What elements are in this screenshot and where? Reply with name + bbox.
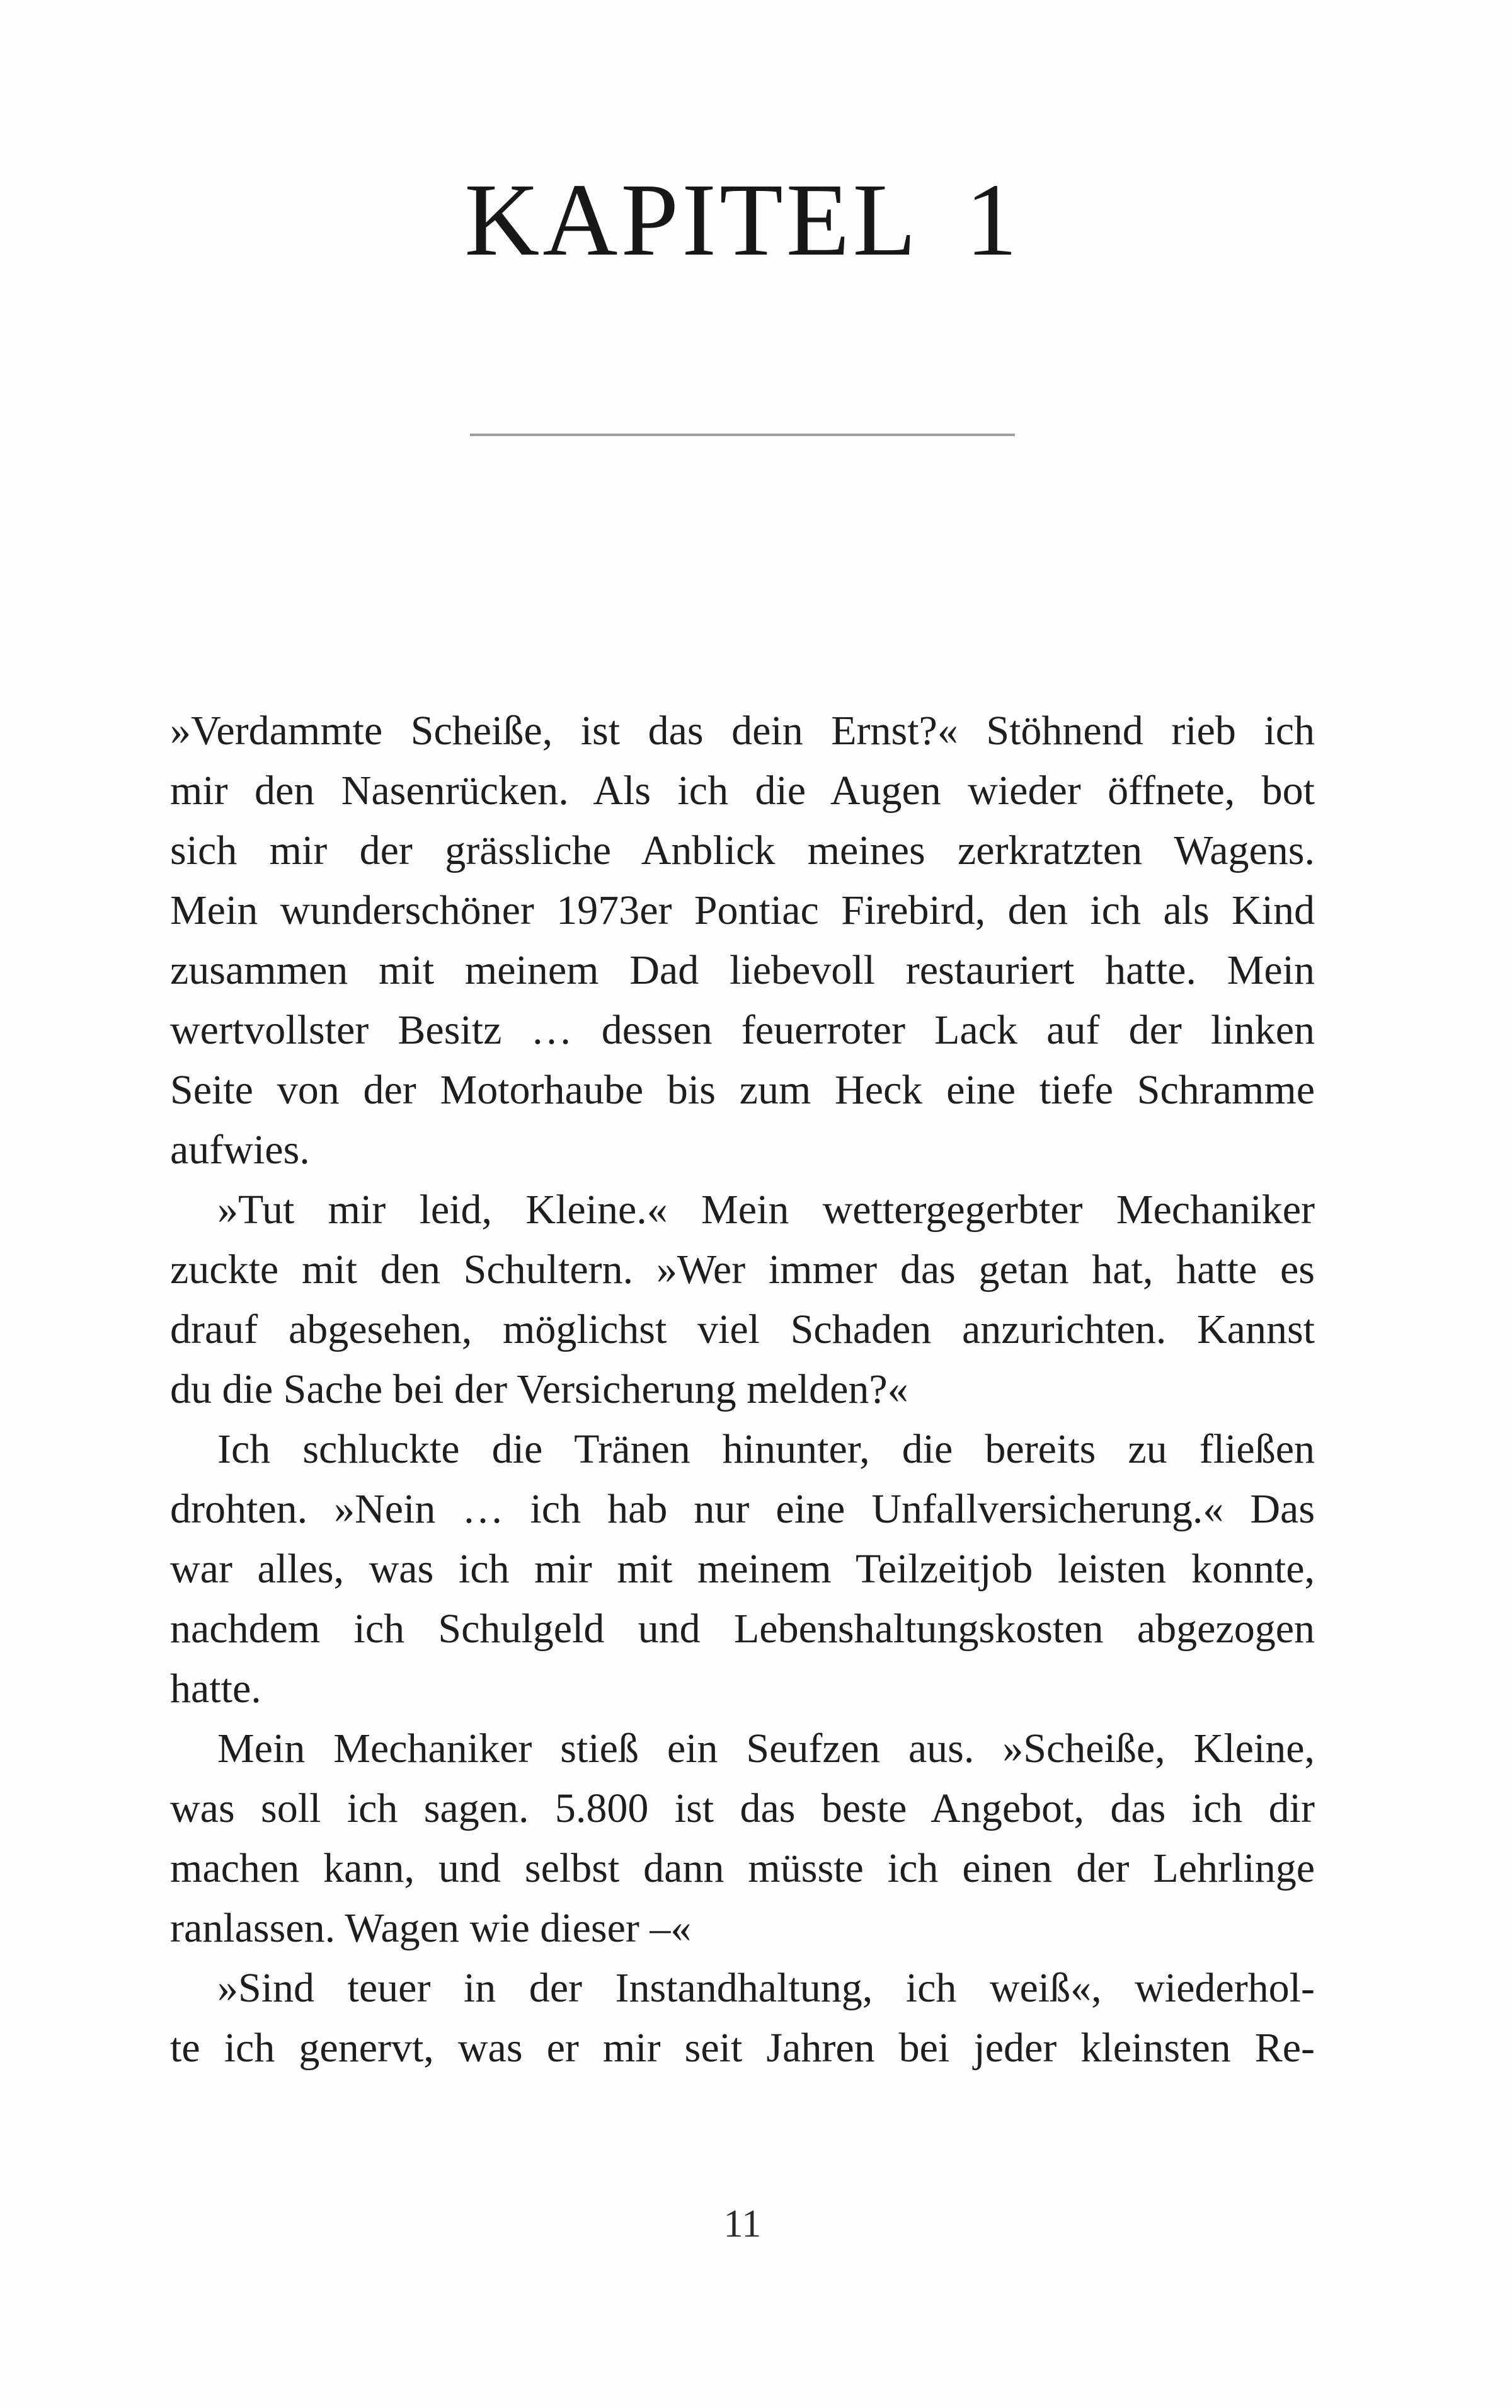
body-line: »Tut mir leid, Kleine.« Mein wettergegerbter Mechaniker	[217, 1187, 1315, 1233]
body-line: Ich schluckte die Tränen hinunter, die bereits zu fließen	[217, 1426, 1315, 1472]
body-line: drauf abgesehen, möglichst viel Schaden anzurichten. Kannst	[170, 1306, 1315, 1352]
body-line: te ich genervt, was er mir seit Jahren bei jeder kleinsten Re-	[170, 2025, 1315, 2071]
body-line: drohten. »Nein … ich hab nur eine Unfallversicherung.« Das	[170, 1486, 1315, 1532]
body-line: zuckte mit den Schultern. »Wer immer das getan hat, hatte es	[170, 1247, 1315, 1293]
chapter-title: KAPITEL 1	[464, 162, 1021, 277]
body-line: Mein Mechaniker stieß ein Seufzen aus. »Scheiße, Kleine,	[217, 1725, 1315, 1771]
body-line: machen kann, und selbst dann müsste ich einen der Lehrlinge	[170, 1845, 1315, 1891]
chapter-divider-rule	[470, 434, 1015, 436]
body-line: was soll ich sagen. 5.800 ist das beste Angebot, das ich dir	[170, 1785, 1315, 1831]
body-line: war alles, was ich mir mit meinem Teilzeitjob leisten konnte,	[170, 1546, 1315, 1592]
body-line: ranlassen. Wagen wie dieser –«	[170, 1905, 692, 1951]
body-line: zusammen mit meinem Dad liebevoll restauriert hatte. Mein	[170, 947, 1315, 993]
body-text	[170, 701, 1315, 2078]
body-line: wertvollster Besitz … dessen feuerroter Lack auf der linken	[170, 1007, 1315, 1053]
body-line: nachdem ich Schulgeld und Lebenshaltungskosten abgezogen	[170, 1606, 1315, 1652]
body-line: mir den Nasenrücken. Als ich die Augen wieder öffnete, bot	[170, 768, 1315, 814]
paragraph	[170, 1958, 1315, 2078]
paragraph	[170, 701, 1315, 1180]
body-line: »Sind teuer in der Instandhaltung, ich weiß«, wiederhol-	[217, 1965, 1315, 2011]
body-line: du die Sache bei der Versicherung melden?«	[170, 1366, 908, 1412]
body-line: Seite von der Motorhaube bis zum Heck eine tiefe Schramme	[170, 1067, 1315, 1113]
body-line: sich mir der grässliche Anblick meines zerkratzten Wagens.	[170, 827, 1315, 873]
body-line: »Verdammte Scheiße, ist das dein Ernst?« Stöhnend rieb ich	[170, 708, 1315, 754]
body-line: hatte.	[170, 1666, 261, 1712]
paragraph	[170, 1419, 1315, 1719]
page-number: 11	[723, 2203, 762, 2245]
paragraph	[170, 1180, 1315, 1419]
paragraph	[170, 1719, 1315, 1958]
body-line: aufwies.	[170, 1127, 310, 1173]
body-line: Mein wunderschöner 1973er Pontiac Firebird, den ich als Kind	[170, 887, 1315, 933]
